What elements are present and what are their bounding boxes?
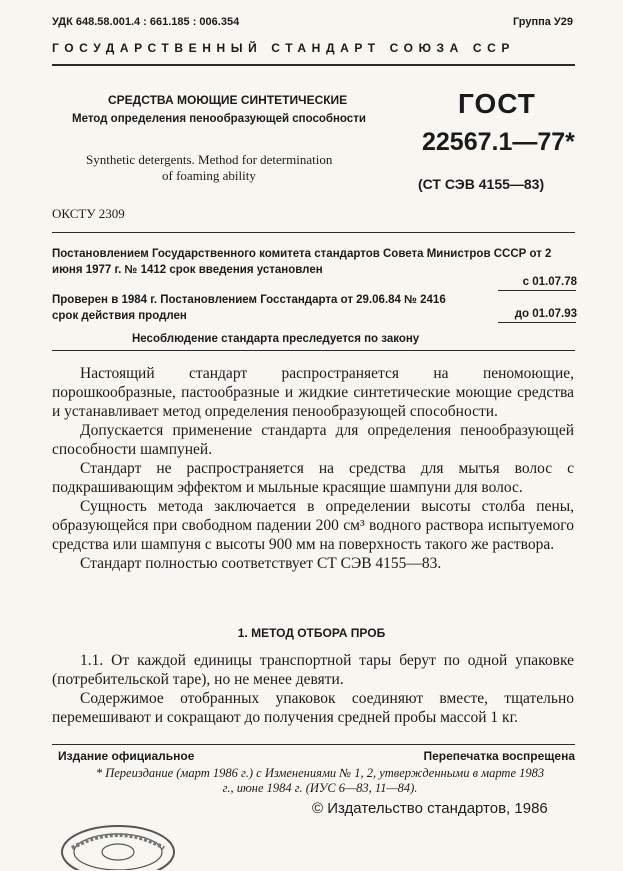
intro-paragraph: Стандарт полностью соответствует СТ СЭВ 4155—83.: [80, 555, 442, 572]
footer-rule: [52, 744, 575, 745]
decree-intro: Постановлением Государственного комитета стандартов Совета Министров СССР от 2 июня 1977 г. № 1412 срок введения установлен: [52, 248, 552, 276]
okstu-rule: [52, 232, 575, 233]
legal-warning: Несоблюдение стандарта преследуется по закону: [132, 333, 420, 345]
subtitle-ru: Метод определения пенообразующей способности: [72, 113, 366, 125]
header-rule: [52, 64, 575, 66]
warning-rule: [52, 350, 575, 351]
gost-label: ГОСТ: [458, 88, 536, 119]
date1-rule: [498, 290, 576, 291]
group-code: Группа У29: [512, 16, 573, 28]
section-paragraph: 1.1. От каждой единицы транспортной тары берут по одной упаковке (потребительской таре), но не менее девяти.: [52, 652, 574, 688]
gost-number: 22567.1—77*: [422, 128, 575, 156]
extended-date: до 01.07.93: [514, 308, 577, 320]
intro-paragraph: Сущность метода заключается в определении высоты столба пены, образующейся при свободном падении 200 см³ водного раствора испытуемого средства или шампуня с высоты 900 мм на поверхность такого же раствора.: [52, 498, 574, 553]
intro-paragraph: Настоящий стандарт распространяется на пеномоющие, порошкообразные, пастообразные и жидкие синтетические моющие средства и устанавливает метод определения пенообразующей способности.: [52, 365, 574, 420]
section-text: [52, 651, 574, 727]
copyright: © Издательство стандартов, 1986: [312, 800, 548, 817]
edition-label: Издание официальное: [58, 749, 195, 763]
title-ru: СРЕДСТВА МОЮЩИЕ СИНТЕТИЧЕСКИЕ: [108, 93, 348, 107]
decree-review: Проверен в 1984 г. Постановлением Госстандарта от 29.06.84 № 2416 срок действия продлен: [52, 294, 446, 322]
section-title: 1. МЕТОД ОТБОРА ПРОБ: [237, 626, 386, 640]
udc-code: УДК 648.58.001.4 : 661.185 : 006.354: [52, 16, 240, 28]
effective-date: с 01.07.78: [522, 276, 577, 288]
st-sev-ref: (СТ СЭВ 4155—83): [418, 176, 545, 192]
section-paragraph: Содержимое отобранных упаковок соединяют вместе, тщательно перемешивают и сокращают до получения средней пробы массой 1 кг.: [52, 690, 574, 726]
title-en-line1: Synthetic detergents. Method for determination: [86, 152, 333, 167]
intro-paragraph: Стандарт не распространяется на средства для мытья волос с подкрашивающим эффектом и мыльные красящие шампуни для волос.: [52, 460, 574, 496]
okstu-code: ОКСТУ 2309: [52, 206, 125, 221]
title-en-line2: of foaming ability: [162, 168, 256, 183]
reprint-notice: Перепечатка воспрещена: [423, 749, 575, 763]
intro-paragraph: Допускается применение стандарта для определения пенообразующей способности шампуней.: [52, 422, 574, 458]
state-standard-banner: ГОСУДАРСТВЕННЫЙ СТАНДАРТ СОЮЗА ССР: [52, 41, 515, 55]
date2-rule: [498, 322, 576, 323]
stamp-icon: [58, 818, 178, 870]
intro-text: [52, 364, 574, 573]
reissue-note: * Переиздание (март 1986 г.) с Изменениями № 1, 2, утвержденными в марте 1983 г., июне 1984 г. (ИУС 6—83, 11—84).: [95, 766, 545, 795]
